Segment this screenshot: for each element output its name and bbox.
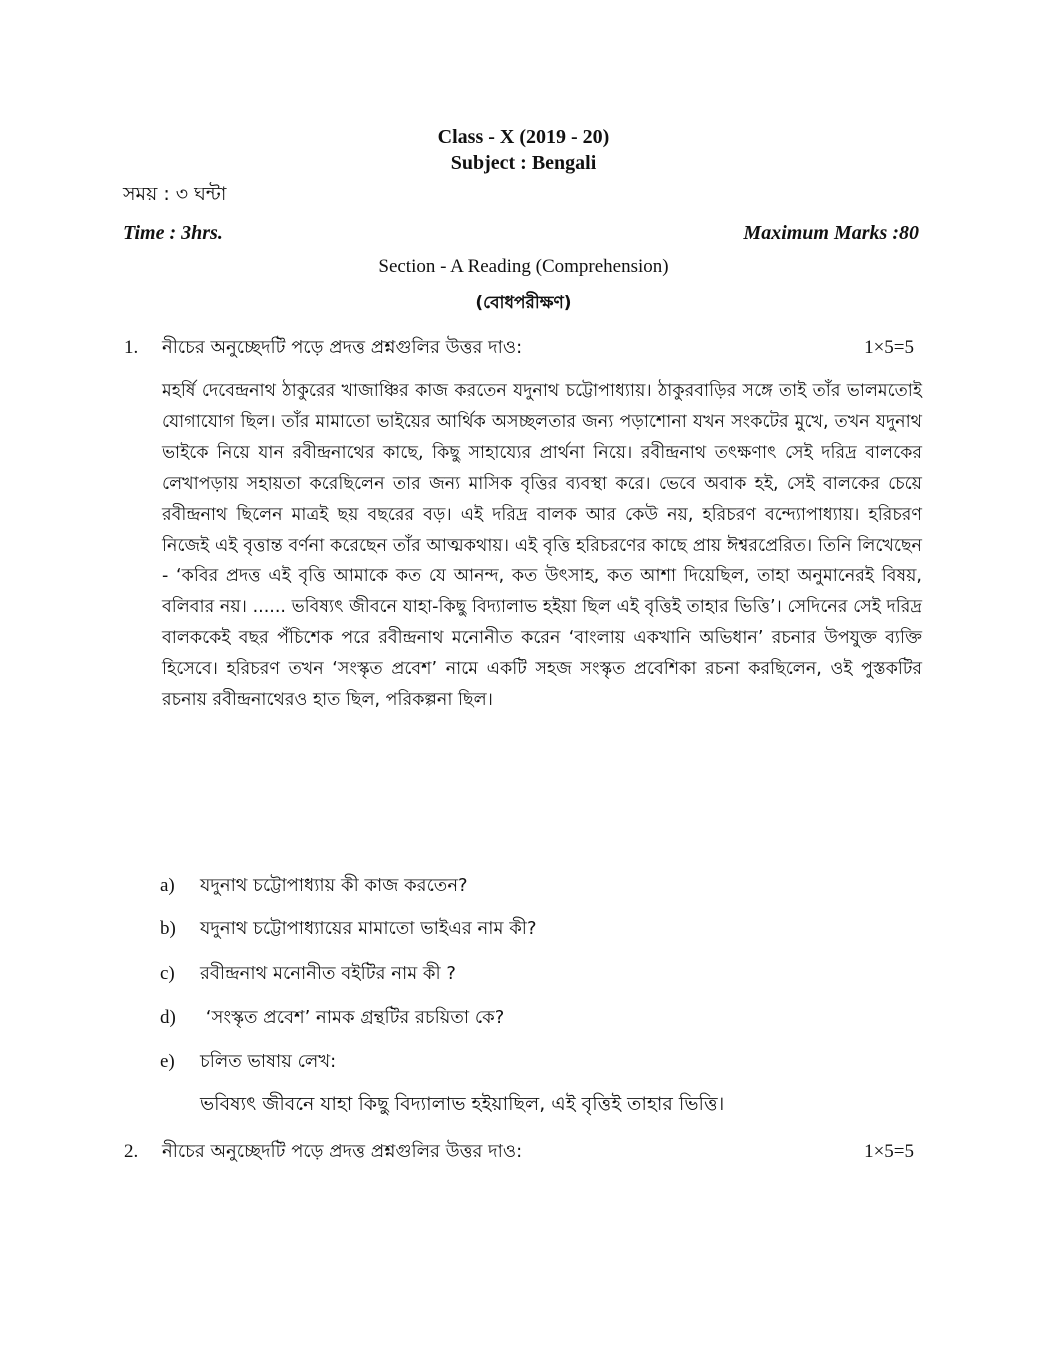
question-letter: b): [160, 918, 176, 939]
question-1e: [160, 1047, 336, 1078]
max-marks-label: Maximum Marks :80: [743, 222, 919, 244]
question-1-instruction: নীচের অনুচ্ছেদটি পড়ে প্রদত্ত প্রশ্নগুলির উত্তর দাও:: [162, 337, 523, 358]
question-text: ‘সংস্কৃত প্রবেশ’ নামক গ্রন্থটির রচয়িতা কে?: [200, 1007, 505, 1028]
section-subtitle: (বোধপরীক্ষণ): [475, 293, 572, 313]
question-letter: c): [160, 963, 175, 984]
question-1a: [160, 871, 468, 902]
class-title: Class - X (2019 - 20): [437, 126, 610, 148]
question-text: চলিত ভাষায় লেখ:: [200, 1051, 337, 1072]
question-1-number: 1.: [124, 337, 139, 358]
question-2-instruction: নীচের অনুচ্ছেদটি পড়ে প্রদত্ত প্রশ্নগুলির উত্তর দাও:: [162, 1141, 523, 1162]
question-text: রবীন্দ্রনাথ মনোনীত বইটির নাম কী ?: [200, 963, 456, 984]
question-text: যদুনাথ চট্টোপাধ্যায় কী কাজ করতেন?: [200, 875, 468, 896]
section-title: Section - A Reading (Comprehension): [378, 256, 669, 277]
question-letter: e): [160, 1051, 175, 1072]
question-1-marks: 1×5=5: [864, 337, 914, 358]
rewrite-sentence: ভবিষ্যৎ জীবনে যাহা কিছু বিদ্যালাভ হইয়াছিল, এই বৃত্তিই তাহার ভিত্তি।: [200, 1093, 725, 1115]
question-1d: [160, 1003, 504, 1034]
question-2-number: 2.: [124, 1141, 139, 1162]
question-letter: d): [160, 1007, 176, 1028]
question-1b: [160, 914, 537, 945]
question-text: যদুনাথ চট্টোপাধ্যায়ের মামাতো ভাইএর নাম কী?: [200, 918, 537, 939]
question-2-marks: 1×5=5: [864, 1141, 914, 1162]
question-1-passage: মহর্ষি দেবেন্দ্রনাথ ঠাকুরের খাজাঞ্চির কাজ করতেন যদুনাথ চট্টোপাধ্যায়। ঠাকুরবাড়ির সঙ্গে তাই তাঁর ভালমতোই যোগাযোগ ছিল। তাঁর মামাতো ভাইয়ের আর্থিক অসচ্ছলতার জন্য পড়াশোনা যখন সংকটের মুখে, তখন যদুনাথ ভাইকে নিয়ে যান রবীন্দ্রনাথের কাছে, কিছু সাহায্যের প্রার্থনা নিয়ে। রবীন্দ্রনাথ তৎক্ষণাৎ সেই দরিদ্র বালকের লেখাপড়ায় সহায়তা করেছিলেন তার জন্য মাসিক বৃত্তির ব্যবস্থা করে। ভেবে অবাক হই, সেই বালকের চেয়ে রবীন্দ্রনাথ ছিলেন মাত্রই ছয় বছরের বড়। এই দরিদ্র বালক আর কেউ নয়, হরিচরণ বন্দ্যোপাধ্যায়। হরিচরণ নিজেই এই বৃত্তান্ত বর্ণনা করেছেন তাঁর আত্মকথায়। এই বৃত্তি হরিচরণের কাছে প্রায় ঈশ্বরপ্রেরিত। তিনি লিখেছেন - ‘কবির প্রদত্ত এই বৃত্তি আমাকে কত যে আনন্দ, কত উৎসাহ, কত আশা দিয়েছিল, তাহা অনুমানেরই বিষয়, বলিবার নয়। ...... ভবিষ্যৎ জীবনে যাহা-কিছু বিদ্যালাভ হইয়া ছিল এই বৃত্তিই তাহার ভিত্তি’। সেদিনের সেই দরিদ্র বালককেই বছর পঁচিশেক পরে রবীন্দ্রনাথ মনোনীত করেন ‘বাংলায় একখানি অভিধান’ রচনার উপযুক্ত ব্যক্তি হিসেবে। হরিচরণ তখন ‘সংস্কৃত প্রবেশ’ নামে একটি সহজ সংস্কৃত প্রবেশিকা রচনা করছিলেন, ওই পুস্তকটির রচনায় রবীন্দ্রনাথেরও হাত ছিল, পরিকল্পনা ছিল।: [162, 381, 922, 711]
time-bengali: সময় : ৩ ঘন্টা: [123, 183, 227, 205]
subject-title: Subject : Bengali: [450, 152, 597, 174]
question-letter: a): [160, 875, 175, 896]
question-1c: [160, 959, 456, 990]
time-label: Time : 3hrs.: [123, 222, 223, 244]
